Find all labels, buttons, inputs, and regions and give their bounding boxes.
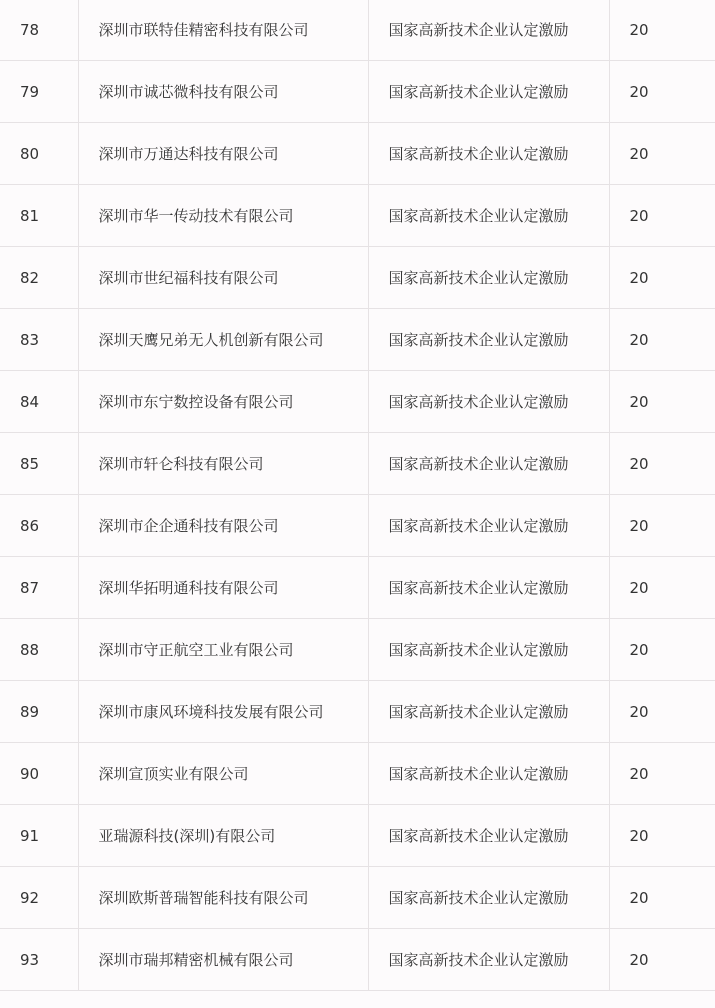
company-name: 深圳市世纪福科技有限公司 [78, 247, 368, 309]
company-name: 深圳市诚芯微科技有限公司 [78, 61, 368, 123]
company-name: 深圳市守正航空工业有限公司 [78, 619, 368, 681]
row-number: 92 [0, 867, 78, 929]
subsidy-type: 国家高新技术企业认定激励 [368, 0, 609, 61]
table-row [0, 371, 715, 433]
subsidy-type: 国家高新技术企业认定激励 [368, 619, 609, 681]
table-row [0, 433, 715, 495]
company-name: 深圳市东宁数控设备有限公司 [78, 371, 368, 433]
company-name: 亚瑞源科技(深圳)有限公司 [78, 805, 368, 867]
table-row [0, 805, 715, 867]
subsidy-type: 国家高新技术企业认定激励 [368, 495, 609, 557]
row-number: 82 [0, 247, 78, 309]
company-name: 深圳欧斯普瑞智能科技有限公司 [78, 867, 368, 929]
table-row [0, 0, 715, 61]
row-number: 81 [0, 185, 78, 247]
subsidy-type: 国家高新技术企业认定激励 [368, 557, 609, 619]
subsidy-type: 国家高新技术企业认定激励 [368, 61, 609, 123]
subsidy-amount: 20 [609, 557, 715, 619]
subsidy-amount: 20 [609, 123, 715, 185]
table-row [0, 929, 715, 991]
company-name: 深圳市企企通科技有限公司 [78, 495, 368, 557]
subsidy-amount: 20 [609, 867, 715, 929]
subsidy-amount: 20 [609, 247, 715, 309]
subsidy-type: 国家高新技术企业认定激励 [368, 433, 609, 495]
table-row [0, 123, 715, 185]
subsidy-amount: 20 [609, 309, 715, 371]
subsidy-amount: 20 [609, 619, 715, 681]
table-row [0, 557, 715, 619]
row-number: 84 [0, 371, 78, 433]
row-number: 86 [0, 495, 78, 557]
subsidy-type: 国家高新技术企业认定激励 [368, 805, 609, 867]
table-row [0, 681, 715, 743]
row-number: 88 [0, 619, 78, 681]
table-row [0, 495, 715, 557]
row-number: 87 [0, 557, 78, 619]
subsidy-type: 国家高新技术企业认定激励 [368, 743, 609, 805]
subsidy-type: 国家高新技术企业认定激励 [368, 867, 609, 929]
company-name: 深圳市轩仑科技有限公司 [78, 433, 368, 495]
company-name: 深圳宣顶实业有限公司 [78, 743, 368, 805]
subsidy-amount: 20 [609, 371, 715, 433]
row-number: 89 [0, 681, 78, 743]
subsidy-amount: 20 [609, 929, 715, 991]
subsidy-type: 国家高新技术企业认定激励 [368, 309, 609, 371]
table-row [0, 185, 715, 247]
subsidy-type: 国家高新技术企业认定激励 [368, 371, 609, 433]
subsidy-amount: 20 [609, 61, 715, 123]
subsidy-amount: 20 [609, 805, 715, 867]
row-number: 78 [0, 0, 78, 61]
subsidy-amount: 20 [609, 495, 715, 557]
table-row [0, 867, 715, 929]
row-number: 83 [0, 309, 78, 371]
subsidy-amount: 20 [609, 743, 715, 805]
row-number: 90 [0, 743, 78, 805]
row-number: 85 [0, 433, 78, 495]
subsidy-type: 国家高新技术企业认定激励 [368, 929, 609, 991]
table-row [0, 743, 715, 805]
table-row [0, 619, 715, 681]
company-name: 深圳市万通达科技有限公司 [78, 123, 368, 185]
subsidy-type: 国家高新技术企业认定激励 [368, 123, 609, 185]
table-row [0, 309, 715, 371]
row-number: 80 [0, 123, 78, 185]
subsidy-amount: 20 [609, 185, 715, 247]
company-name: 深圳市康风环境科技发展有限公司 [78, 681, 368, 743]
company-name: 深圳天鹰兄弟无人机创新有限公司 [78, 309, 368, 371]
company-name: 深圳市华一传动技术有限公司 [78, 185, 368, 247]
subsidy-amount: 20 [609, 681, 715, 743]
subsidy-amount: 20 [609, 0, 715, 61]
company-name: 深圳市联特佳精密科技有限公司 [78, 0, 368, 61]
company-name: 深圳市瑞邦精密机械有限公司 [78, 929, 368, 991]
table-row [0, 247, 715, 309]
row-number: 79 [0, 61, 78, 123]
company-name: 深圳华拓明通科技有限公司 [78, 557, 368, 619]
table-row [0, 61, 715, 123]
subsidy-type: 国家高新技术企业认定激励 [368, 681, 609, 743]
row-number: 91 [0, 805, 78, 867]
row-number: 93 [0, 929, 78, 991]
subsidy-type: 国家高新技术企业认定激励 [368, 247, 609, 309]
subsidy-amount: 20 [609, 433, 715, 495]
subsidy-type: 国家高新技术企业认定激励 [368, 185, 609, 247]
